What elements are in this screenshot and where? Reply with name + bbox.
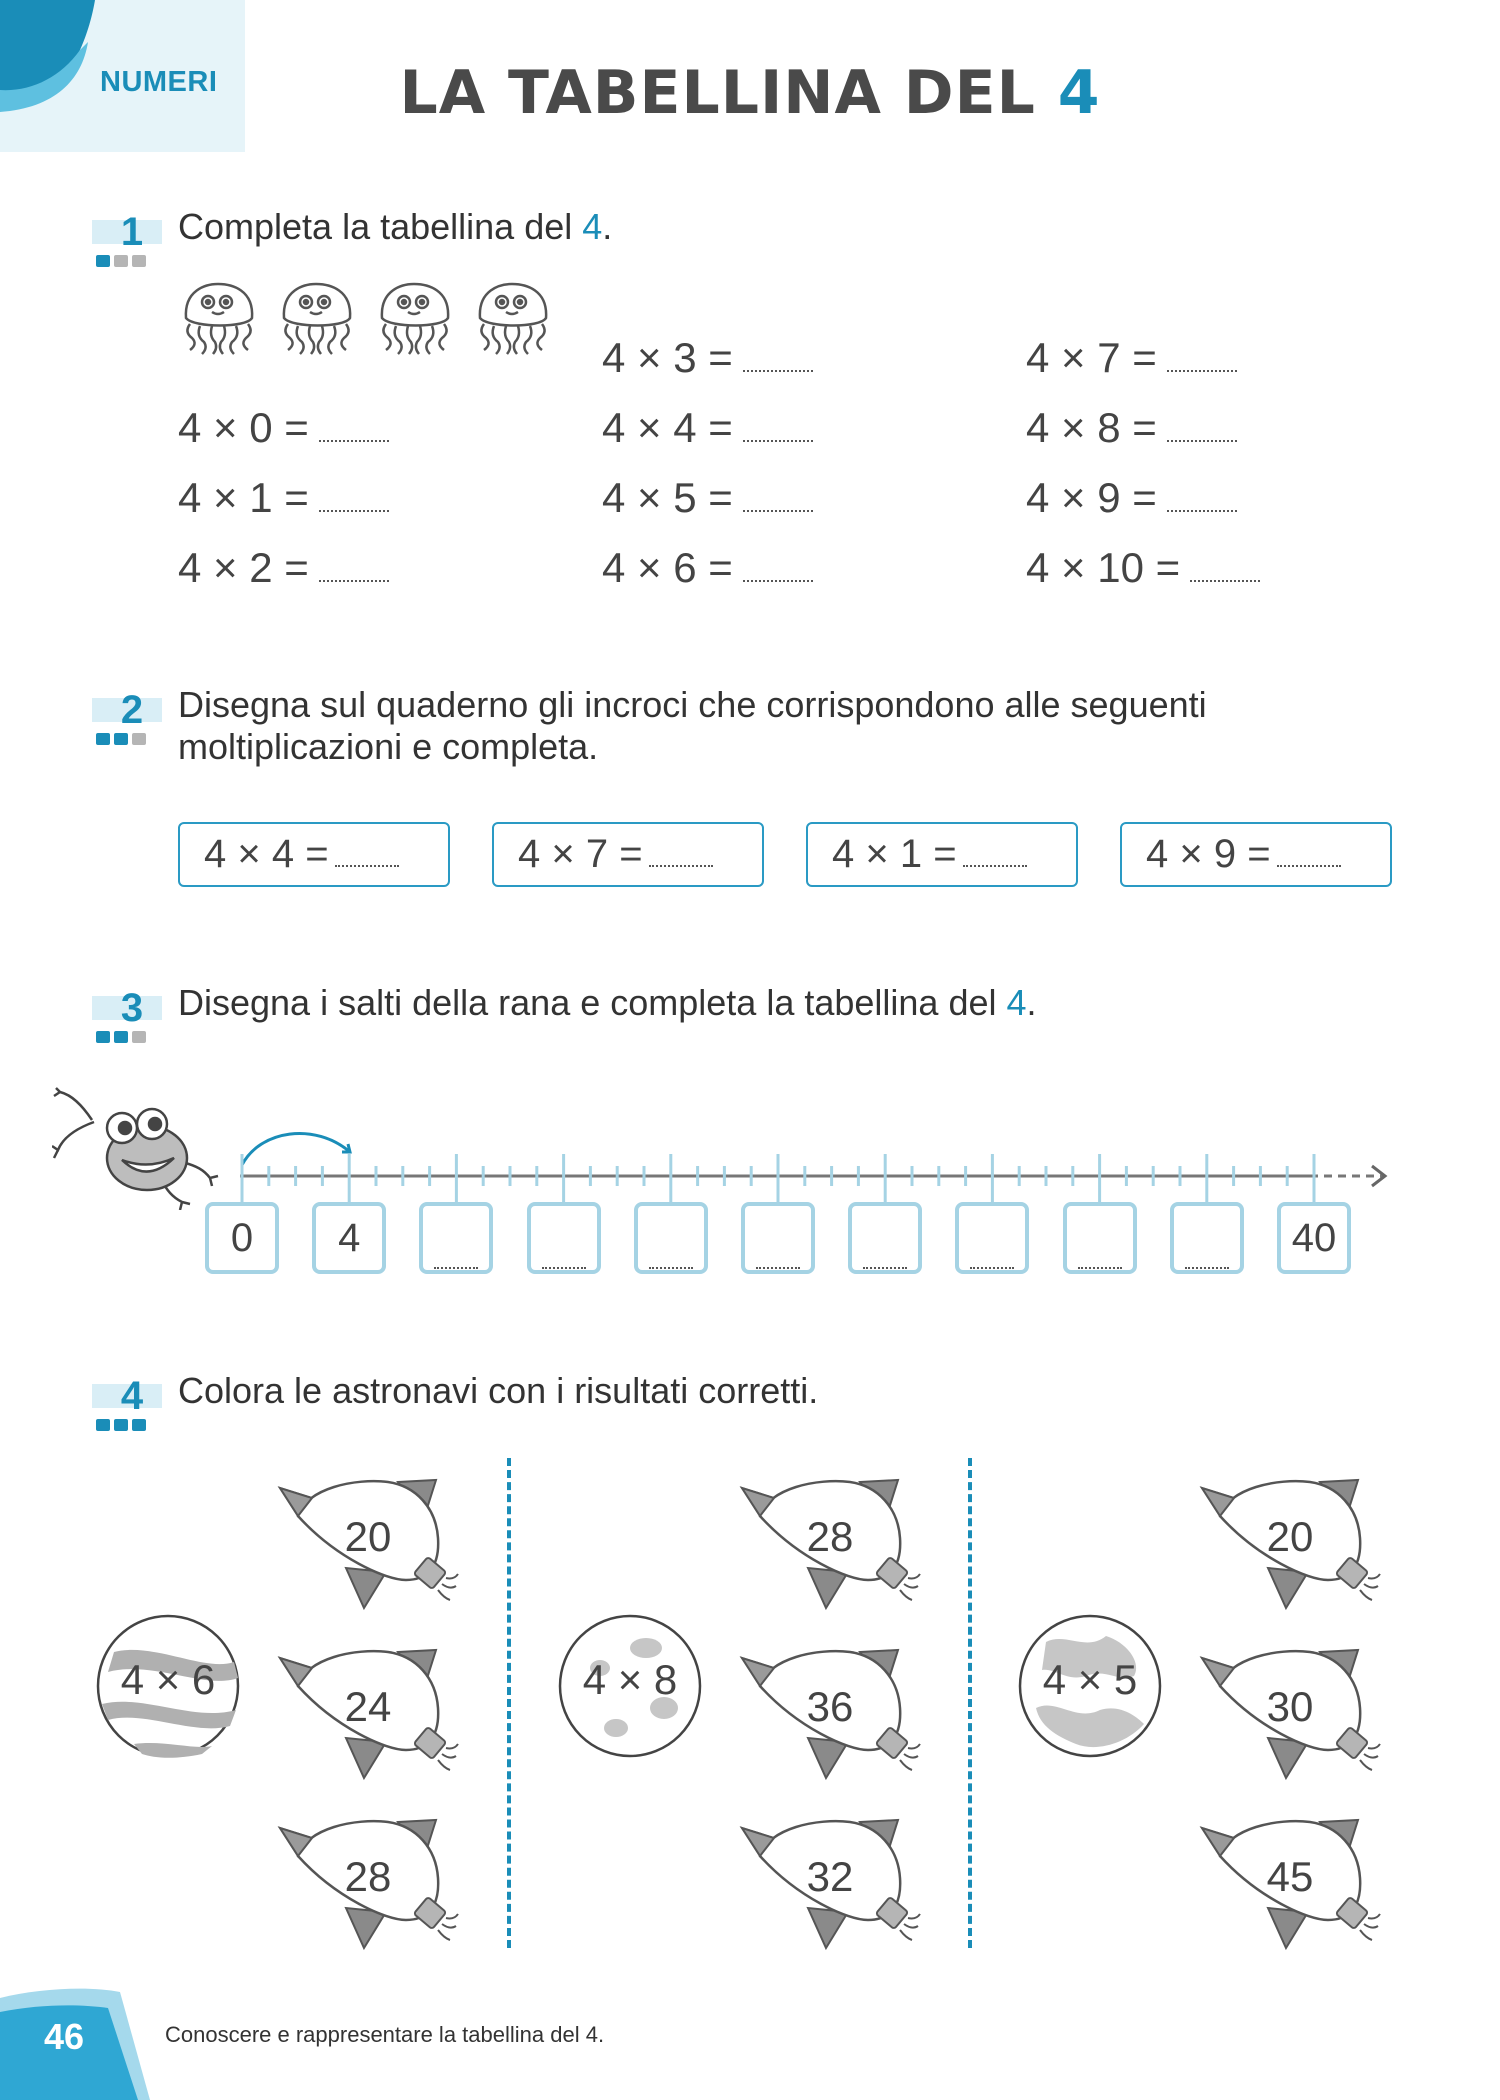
exercise-number-2 xyxy=(92,688,162,748)
number-line-box[interactable] xyxy=(955,1202,1029,1274)
instruction-end: . xyxy=(1026,982,1037,1023)
answer-blank[interactable] xyxy=(434,1263,478,1269)
instruction-line-2: moltiplicazioni e completa. xyxy=(178,726,599,767)
rocket-number: 45 xyxy=(1266,1853,1314,1900)
exercise-number-1 xyxy=(92,210,162,270)
multiplication-box-1 xyxy=(178,822,450,887)
multiplication-box-4 xyxy=(1120,822,1392,887)
rocket-3-3[interactable] xyxy=(1198,1808,1398,1958)
frog-icon xyxy=(52,1080,222,1210)
answer-blank[interactable] xyxy=(542,1263,586,1269)
number-line-box: 0 xyxy=(205,1202,279,1274)
equation-text: 4 × 8 = xyxy=(1026,404,1157,451)
rocket-number: 20 xyxy=(344,1513,392,1560)
page-title-number: 4 xyxy=(1057,58,1101,128)
answer-blank[interactable] xyxy=(1190,576,1260,582)
answer-blank[interactable] xyxy=(743,436,813,442)
equation-4x7 xyxy=(1026,334,1237,382)
instruction-number: 4 xyxy=(582,206,603,247)
planet-1 xyxy=(94,1612,242,1760)
answer-blank[interactable] xyxy=(863,1263,907,1269)
planet-label: 4 × 6 xyxy=(120,1656,216,1703)
equation-4x2 xyxy=(178,544,389,592)
equation-4x8 xyxy=(1026,404,1237,452)
number-line-box[interactable] xyxy=(848,1202,922,1274)
planet-label: 4 × 8 xyxy=(582,1656,678,1703)
page-title xyxy=(0,58,1500,128)
equation-text: 4 × 9 = xyxy=(1026,474,1157,521)
multiplication-box-3 xyxy=(806,822,1078,887)
jellyfish-icon xyxy=(176,278,566,378)
answer-blank[interactable] xyxy=(319,506,389,512)
answer-blank[interactable] xyxy=(1277,861,1341,867)
planet-2 xyxy=(556,1612,704,1760)
answer-blank[interactable] xyxy=(1167,436,1237,442)
equation-text: 4 × 3 = xyxy=(602,334,733,381)
equation-text: 4 × 7 = xyxy=(1026,334,1157,381)
exercise-number-digit: 2 xyxy=(120,688,144,732)
equation-text: 4 × 6 = xyxy=(602,544,733,591)
equation-text: 4 × 2 = xyxy=(178,544,309,591)
answer-blank[interactable] xyxy=(743,506,813,512)
exercise-number-digit: 4 xyxy=(120,1374,144,1418)
instruction-end: . xyxy=(602,206,613,247)
answer-blank[interactable] xyxy=(756,1263,800,1269)
answer-blank[interactable] xyxy=(1185,1263,1229,1269)
exercise2-instruction xyxy=(178,684,1207,768)
number-line-box[interactable] xyxy=(1170,1202,1244,1274)
equation-4x5 xyxy=(602,474,813,522)
rocket-2-3[interactable] xyxy=(738,1808,938,1958)
instruction-line-1: Disegna sul quaderno gli incroci che corrispondono alle seguenti xyxy=(178,684,1207,725)
exercise-number-digit: 3 xyxy=(120,986,144,1030)
number-line-box[interactable] xyxy=(419,1202,493,1274)
rocket-2-2[interactable] xyxy=(738,1638,938,1788)
rocket-1-2[interactable] xyxy=(276,1638,476,1788)
answer-blank[interactable] xyxy=(1167,506,1237,512)
answer-blank[interactable] xyxy=(649,1263,693,1269)
instruction-text: Completa la tabellina del xyxy=(178,206,573,247)
number-line-box[interactable] xyxy=(741,1202,815,1274)
section-tag: NUMERI xyxy=(100,66,218,98)
exercise3-instruction xyxy=(178,982,1037,1024)
equation-text: 4 × 10 = xyxy=(1026,544,1181,591)
rocket-number: 24 xyxy=(344,1683,392,1730)
rocket-3-1[interactable] xyxy=(1198,1468,1398,1618)
answer-blank[interactable] xyxy=(963,861,1027,867)
planet-3 xyxy=(1016,1612,1164,1760)
answer-blank[interactable] xyxy=(970,1263,1014,1269)
jump-arc xyxy=(242,1133,350,1165)
page-number: 46 xyxy=(44,2016,85,2057)
equation-4x0 xyxy=(178,404,389,452)
footer-text: Conoscere e rappresentare la tabellina del 4. xyxy=(165,2022,605,2047)
divider-1 xyxy=(507,1458,511,1948)
exercise-number-4 xyxy=(92,1374,162,1434)
number-line-box[interactable] xyxy=(634,1202,708,1274)
number-line-box[interactable] xyxy=(527,1202,601,1274)
box-text: 4 × 4 = xyxy=(204,832,329,876)
answer-blank[interactable] xyxy=(319,436,389,442)
equation-text: 4 × 1 = xyxy=(178,474,309,521)
exercise1-instruction xyxy=(178,206,612,248)
answer-blank[interactable] xyxy=(1167,366,1237,372)
rocket-number: 32 xyxy=(806,1853,854,1900)
answer-blank[interactable] xyxy=(319,576,389,582)
equation-4x3 xyxy=(602,334,813,382)
page-title-text: LA TABELLINA DEL xyxy=(399,58,1036,128)
number-line-box: 4 xyxy=(312,1202,386,1274)
box-text: 4 × 9 = xyxy=(1146,832,1271,876)
rocket-number: 28 xyxy=(806,1513,854,1560)
equation-text: 4 × 5 = xyxy=(602,474,733,521)
answer-blank[interactable] xyxy=(335,861,399,867)
planet-label: 4 × 5 xyxy=(1042,1656,1138,1703)
equation-4x4 xyxy=(602,404,813,452)
instruction-text: Disegna i salti della rana e completa la tabellina del xyxy=(178,982,997,1023)
equation-4x10 xyxy=(1026,544,1260,592)
equation-text: 4 × 0 = xyxy=(178,404,309,451)
answer-blank[interactable] xyxy=(743,576,813,582)
rocket-number: 30 xyxy=(1266,1683,1314,1730)
equation-4x1 xyxy=(178,474,389,522)
equation-4x6 xyxy=(602,544,813,592)
equation-4x9 xyxy=(1026,474,1237,522)
answer-blank[interactable] xyxy=(1078,1263,1122,1269)
exercise-number-digit: 1 xyxy=(120,210,144,254)
rocket-3-2[interactable] xyxy=(1198,1638,1398,1788)
number-line-box: 40 xyxy=(1277,1202,1351,1274)
rocket-number: 36 xyxy=(806,1683,854,1730)
rocket-2-1[interactable] xyxy=(738,1468,938,1618)
box-text: 4 × 7 = xyxy=(518,832,643,876)
rocket-number: 28 xyxy=(344,1853,392,1900)
number-line xyxy=(220,1110,1400,1210)
equation-text: 4 × 4 = xyxy=(602,404,733,451)
multiplication-box-2 xyxy=(492,822,764,887)
answer-blank[interactable] xyxy=(649,861,713,867)
rocket-number: 20 xyxy=(1266,1513,1314,1560)
exercise-number-3 xyxy=(92,986,162,1046)
exercise4-instruction: Colora le astronavi con i risultati corretti. xyxy=(178,1370,819,1411)
rocket-1-1[interactable] xyxy=(276,1468,476,1618)
answer-blank[interactable] xyxy=(743,366,813,372)
divider-2 xyxy=(968,1458,972,1948)
rocket-1-3[interactable] xyxy=(276,1808,476,1958)
box-text: 4 × 1 = xyxy=(832,832,957,876)
number-line-box[interactable] xyxy=(1063,1202,1137,1274)
instruction-number: 4 xyxy=(1006,982,1027,1023)
